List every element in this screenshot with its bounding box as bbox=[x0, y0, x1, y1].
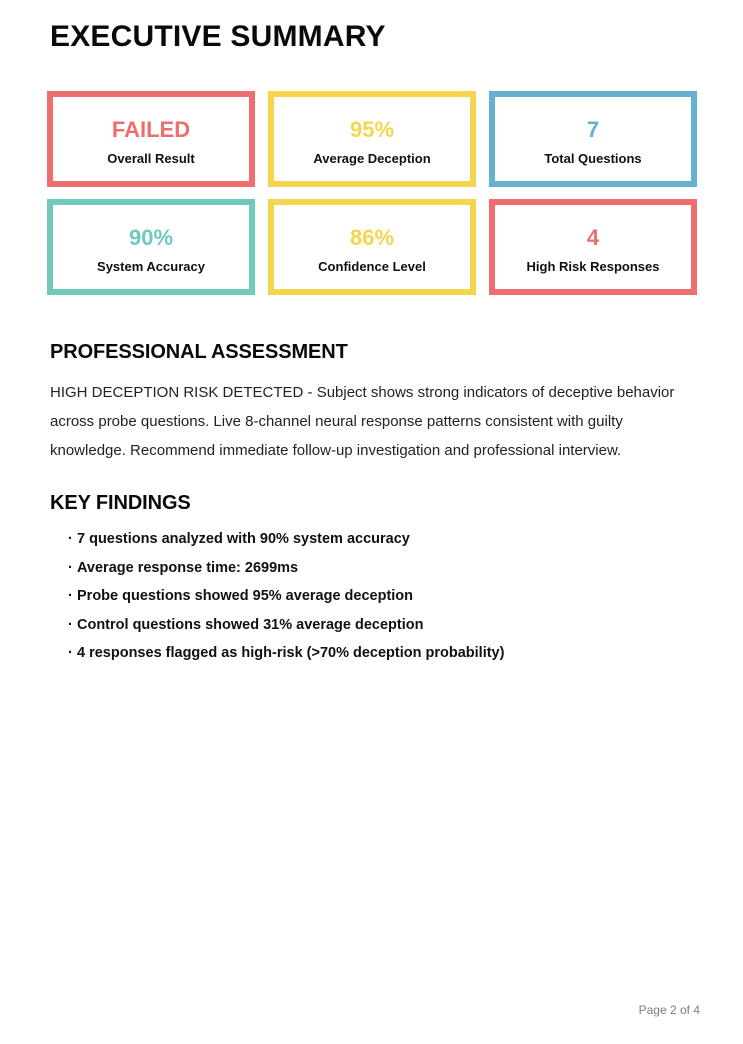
assessment-text: HIGH DECEPTION RISK DETECTED - Subject shows strong indicators of deceptive behavior across probe questions. Live 8-channel neural response patterns consistent with guilty knowledge. Recommend immediate follow-up investigation and professional interview. bbox=[50, 384, 675, 459]
metric-value: 7 bbox=[586, 117, 600, 142]
metric-card-total-questions bbox=[489, 91, 697, 187]
metric-card-average-deception bbox=[268, 91, 476, 187]
bullet-glyph: · bbox=[68, 531, 73, 547]
metric-value: 86% bbox=[349, 225, 395, 250]
bullet-glyph: · bbox=[68, 616, 73, 633]
page-number: Page 2 of 4 bbox=[638, 1003, 700, 1017]
metric-label: Total Questions bbox=[544, 151, 642, 166]
finding-item bbox=[50, 618, 697, 633]
metric-card-high-risk-responses bbox=[489, 199, 697, 295]
metric-value: 95% bbox=[349, 117, 395, 142]
finding-item bbox=[50, 646, 697, 661]
metric-label: Overall Result bbox=[107, 151, 195, 166]
finding-item bbox=[50, 589, 697, 604]
metric-value: FAILED bbox=[111, 117, 191, 142]
metric-card-system-accuracy bbox=[47, 199, 255, 295]
metric-label: Confidence Level bbox=[318, 259, 426, 274]
metric-label: System Accuracy bbox=[97, 259, 205, 274]
finding-text: 4 responses flagged as high-risk (>70% deception probability) bbox=[77, 645, 505, 661]
findings-heading: KEY FINDINGS bbox=[50, 492, 191, 514]
findings-list bbox=[50, 532, 697, 661]
finding-text: 7 questions analyzed with 90% system accuracy bbox=[77, 531, 410, 547]
bullet-glyph: · bbox=[68, 559, 73, 576]
metric-card-confidence-level bbox=[268, 199, 476, 295]
finding-text: Control questions showed 31% average deception bbox=[77, 616, 424, 633]
metrics-grid bbox=[47, 91, 697, 295]
bullet-glyph: · bbox=[68, 645, 73, 661]
finding-item bbox=[50, 561, 697, 576]
metric-card-overall-result bbox=[47, 91, 255, 187]
assessment-heading: PROFESSIONAL ASSESSMENT bbox=[50, 341, 348, 363]
finding-item bbox=[50, 532, 697, 547]
metric-label: Average Deception bbox=[313, 151, 431, 166]
finding-text: Average response time: 2699ms bbox=[77, 559, 299, 576]
metric-value: 90% bbox=[128, 225, 174, 250]
metric-value: 4 bbox=[586, 225, 600, 250]
metric-label: High Risk Responses bbox=[526, 259, 660, 274]
page-title: EXECUTIVE SUMMARY bbox=[50, 20, 386, 53]
finding-text: Probe questions showed 95% average deception bbox=[77, 588, 414, 604]
bullet-glyph: · bbox=[68, 588, 73, 604]
